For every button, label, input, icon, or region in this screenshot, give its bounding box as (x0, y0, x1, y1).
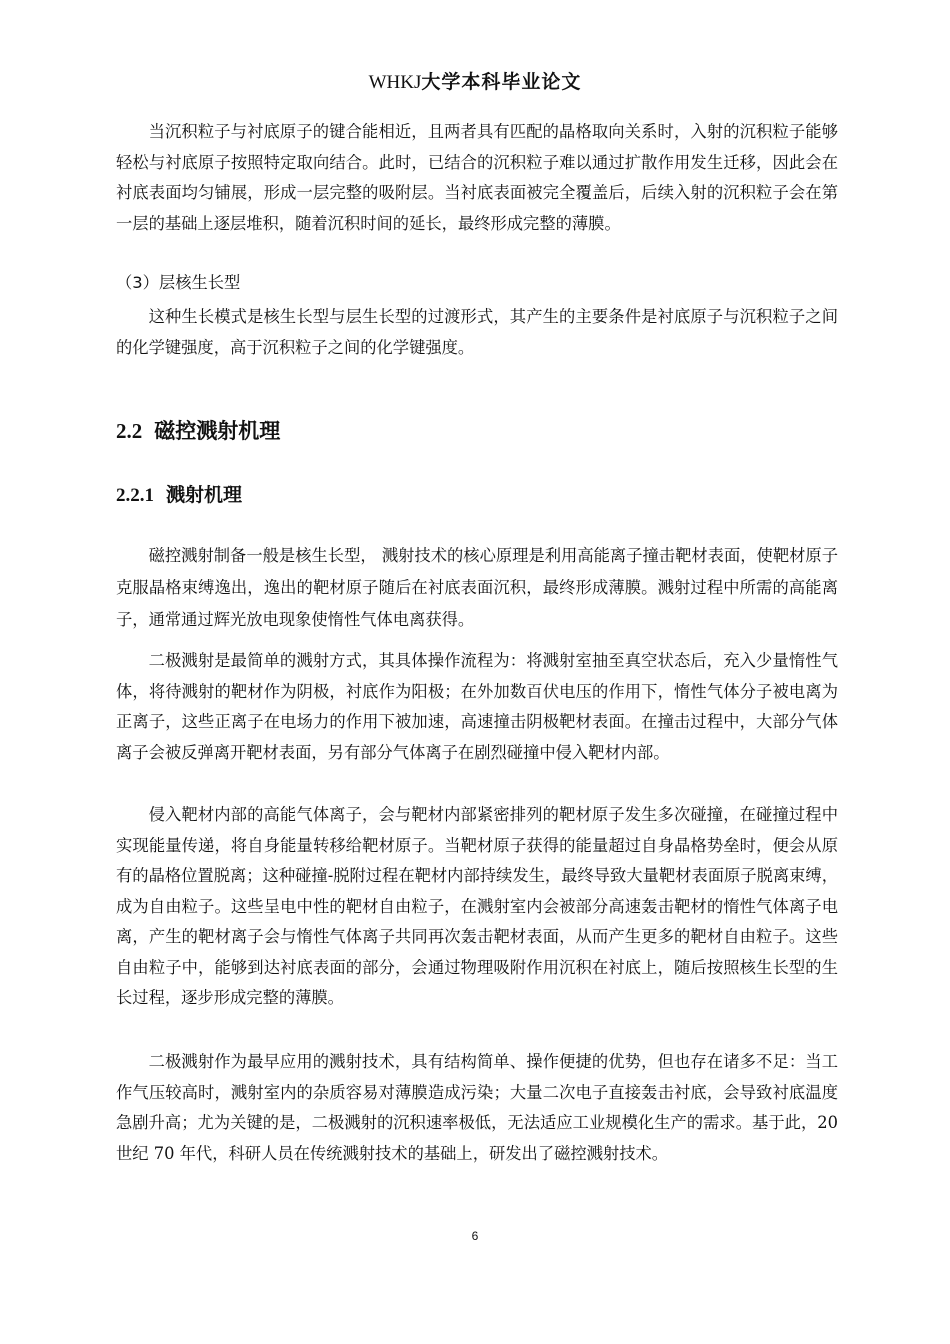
paragraph-diode-sputter: 二极溅射是最简单的溅射方式，其具体操作流程为：将溅射室抽至真空状态后，充入少量惰性气体，将待溅射的靶材作为阴极，衬底作为阳极；在外加数百伏电压的作用下，惰性气体分子被电离为正离子，这些正离子在电场力的作用下被加速，高速撞击阴极靶材表面。在撞击过程中，大部分气体离子会被反弹离开靶材表面，另有部分气体离子在剧烈碰撞中侵入靶材内部。 (116, 651, 838, 762)
paragraph-diode-limitations: 二极溅射作为最早应用的溅射技术，具有结构简单、操作便捷的优势，但也存在诸多不足：当工作气压较高时，溅射室内的杂质容易对薄膜造成污染；大量二次电子直接轰击衬底，会导致衬底温度急剧升高；尤为关键的是，二极溅射的沉积速率极低，无法适应工业规模化生产的需求。基于此，20 世纪 70 年代，科研人员在传统溅射技术的基础上，研发出了磁控溅射技术。 (116, 1052, 838, 1163)
section-title: 磁控溅射机理 (154, 419, 281, 443)
section-heading-2-2-1 (116, 480, 242, 511)
header-latin: WHKJ (368, 72, 422, 93)
paragraph-sputter-principle: 磁控溅射制备一般是核生长型， 溅射技术的核心原理是利用高能离子撞击靶材表面，使靶材原子克服晶格束缚逸出，逸出的靶材原子随后在衬底表面沉积，最终形成薄膜。溅射过程中所需的高能离子，通常通过辉光放电现象使惰性气体电离获得。 (116, 546, 838, 629)
page-number: 6 (471, 1229, 479, 1243)
section-number: 2.2 (116, 419, 143, 443)
subsection-title: 溅射机理 (166, 484, 243, 506)
subsection-heading-3: （3）层核生长型 (116, 273, 241, 292)
page-header (0, 70, 950, 95)
paragraph-layer-nucleus: 这种生长模式是核生长型与层生长型的过渡形式，其产生的主要条件是衬底原子与沉积粒子之间的化学键强度，高于沉积粒子之间的化学键强度。 (116, 307, 838, 357)
subsection-number: 2.2.1 (116, 485, 154, 506)
header-title: 大学本科毕业论文 (421, 71, 582, 93)
paragraph-ion-collision: 侵入靶材内部的高能气体离子，会与靶材内部紧密排列的靶材原子发生多次碰撞，在碰撞过程中实现能量传递，将自身能量转移给靶材原子。当靶材原子获得的能量超过自身晶格势垒时，便会从原有的晶格位置脱离；这种碰撞-脱附过程在靶材内部持续发生，最终导致大量靶材表面原子脱离束缚，成为自由粒子。这些呈电中性的靶材自由粒子，在溅射室内会被部分高速轰击靶材的惰性气体离子电离，产生的靶材离子会与惰性气体离子共同再次轰击靶材表面，从而产生更多的靶材自由粒子。这些自由粒子中，能够到达衬底表面的部分，会通过物理吸附作用沉积在衬底上，随后按照核生长型的生长过程，逐步形成完整的薄膜。 (116, 805, 838, 1007)
section-heading-2-2 (116, 416, 280, 446)
paragraph-layer-growth: 当沉积粒子与衬底原子的键合能相近，且两者具有匹配的晶格取向关系时，入射的沉积粒子能够轻松与衬底原子按照特定取向结合。此时，已结合的沉积粒子难以通过扩散作用发生迁移，因此会在衬底表面均匀铺展，形成一层完整的吸附层。当衬底表面被完全覆盖后，后续入射的沉积粒子会在第一层的基础上逐层堆积，随着沉积时间的延长，最终形成完整的薄膜。 (116, 122, 838, 233)
